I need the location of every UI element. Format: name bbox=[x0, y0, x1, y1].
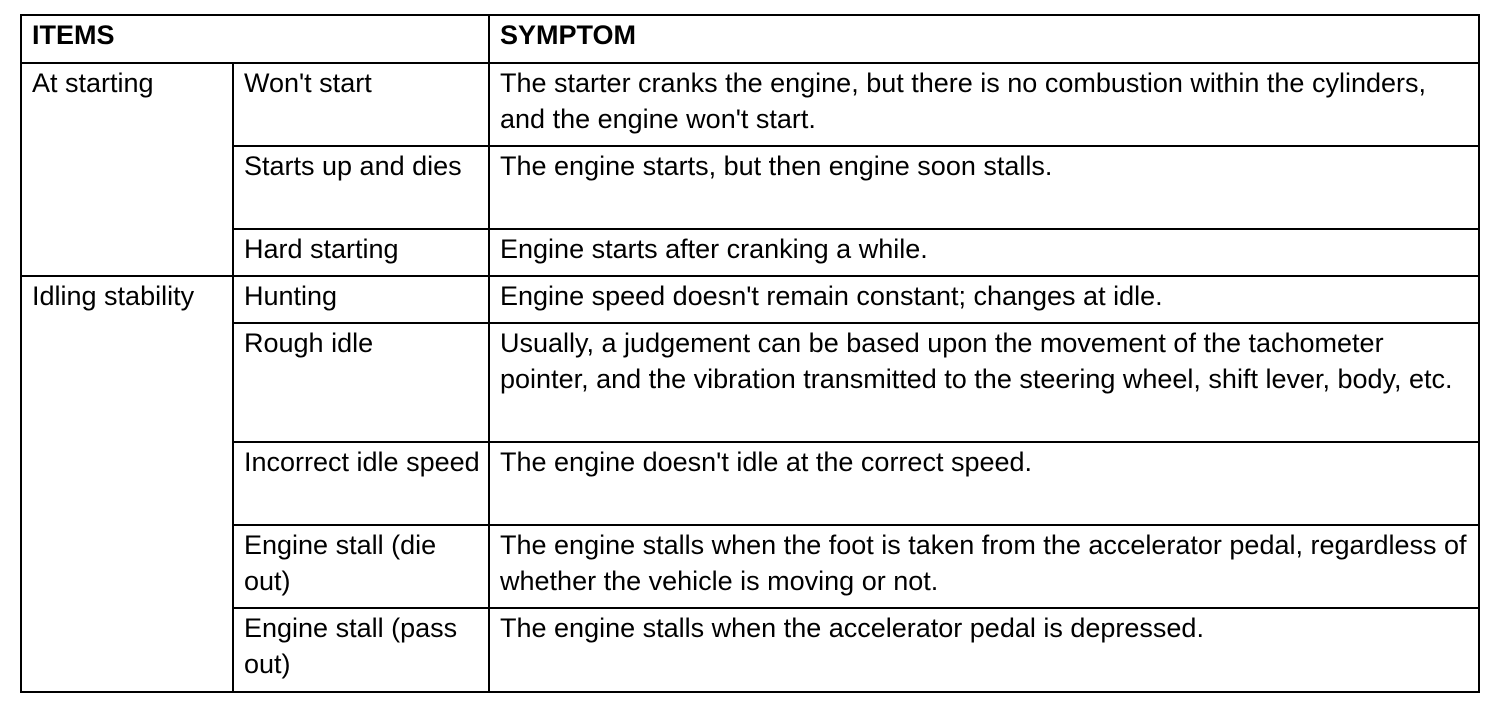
category-cell: At starting bbox=[21, 63, 233, 276]
item-cell: Hunting bbox=[233, 276, 489, 323]
symptom-cell: Engine speed doesn't remain constant; changes at idle. bbox=[489, 276, 1479, 323]
symptom-cell: The starter cranks the engine, but there is no combustion within the cylinders, and the engine won't start. bbox=[489, 63, 1479, 146]
table-header-row bbox=[21, 15, 1479, 63]
table-row bbox=[21, 63, 1479, 146]
symptom-cell: Usually, a judgement can be based upon the movement of the tachometer pointer, and the vibration transmitted to the steering wheel, shift lever, body, etc. bbox=[489, 323, 1479, 442]
item-cell: Starts up and dies bbox=[233, 146, 489, 229]
table-row bbox=[21, 146, 1479, 229]
table-row bbox=[21, 229, 1479, 276]
symptom-cell: The engine starts, but then engine soon stalls. bbox=[489, 146, 1479, 229]
header-symptom: SYMPTOM bbox=[489, 15, 1479, 63]
table-row bbox=[21, 608, 1479, 692]
table-row bbox=[21, 276, 1479, 323]
symptom-cell: The engine stalls when the foot is taken from the accelerator pedal, regardless of whether the vehicle is moving or not. bbox=[489, 525, 1479, 608]
symptom-table bbox=[20, 14, 1480, 693]
item-cell: Rough idle bbox=[233, 323, 489, 442]
item-cell: Won't start bbox=[233, 63, 489, 146]
table-row bbox=[21, 525, 1479, 608]
category-cell: Idling stability bbox=[21, 276, 233, 692]
item-cell: Engine stall (die out) bbox=[233, 525, 489, 608]
item-cell: Incorrect idle speed bbox=[233, 442, 489, 525]
header-items: ITEMS bbox=[21, 15, 489, 63]
item-cell: Engine stall (pass out) bbox=[233, 608, 489, 692]
symptom-cell: The engine doesn't idle at the correct speed. bbox=[489, 442, 1479, 525]
item-cell: Hard starting bbox=[233, 229, 489, 276]
symptom-cell: The engine stalls when the accelerator pedal is depressed. bbox=[489, 608, 1479, 692]
table-row bbox=[21, 442, 1479, 525]
table-row bbox=[21, 323, 1479, 442]
symptom-cell: Engine starts after cranking a while. bbox=[489, 229, 1479, 276]
